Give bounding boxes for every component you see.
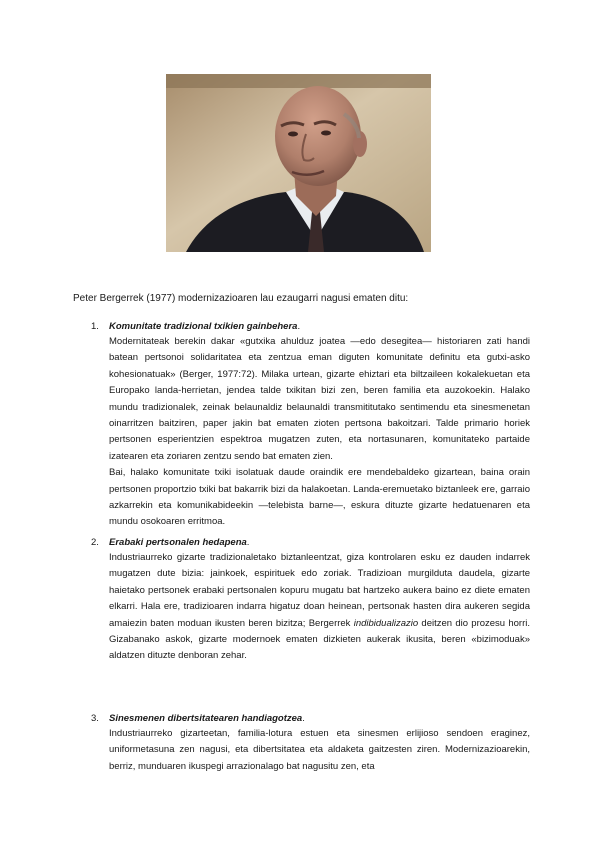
paragraph bbox=[109, 550, 530, 665]
emphasis-term: indibidualizazio bbox=[353, 617, 419, 629]
item-body bbox=[109, 726, 530, 775]
item-title: Erabaki pertsonalen hedapena bbox=[109, 537, 247, 548]
item-title-period: . bbox=[297, 321, 301, 332]
item-body bbox=[109, 334, 530, 531]
item-title: Komunitate tradizional txikien gainbehera bbox=[109, 321, 298, 332]
item-body bbox=[109, 550, 530, 665]
paragraph-text: deitzen dio prozesu horri. Gizabanako askok, gizarte modernoek ematen dizkieten aukerak ikusita, beren «bizimoduak» aldatzen dituzte denboran zehar. bbox=[109, 617, 531, 662]
item-title-period: . bbox=[246, 537, 250, 548]
item-heading bbox=[91, 536, 530, 550]
item-heading bbox=[91, 320, 530, 334]
item-number: 3. bbox=[91, 713, 99, 724]
portrait-illustration bbox=[166, 74, 431, 252]
paragraph: Industriaurreko gizarteetan, familia-lotura estuen eta sinesmen erlijioso sendoen eraginez, uniformetasuna zen nagusi, eta dibertsitatea eta aldaketa gaitzesten ziren. Modernizazioarekin, berriz, munduaren ikuspegi arrazionalago bat nagusitu zen, eta bbox=[109, 728, 530, 772]
item-title-period: . bbox=[302, 713, 305, 724]
list-item-3 bbox=[91, 712, 530, 775]
paragraph: Bai, halako komunitate txiki isolatuak daude oraindik ere mendebaldeko gizartean, baina orain pertsonen proportzio txiki bat bakarrik bizi da halakoetan. Landa-eremuetako biztanleek ere, garraio azkarrekin eta komunikabideekin —telebista barne—, eskura dituzte gizarte hedatuenaren eta mundu osokoaren erritmoa. bbox=[109, 467, 530, 528]
item-heading bbox=[91, 712, 530, 726]
paragraph-text: Industriaurreko gizarte tradizionaletako biztanleentzat, giza kontrolaren esku ez dauden indarrek mugatzen dute bizia: jainkoek, espirituek edo zoriak. Tradizioan murgilduta daudela, gizarte haietako pertsonek erabaki pertsonalen kopuru mugatu bat hartzeko aukera baino ez diete ematen elkarri. Hala ere, tradizioaren indarra higatuz doan heinean, pertsonak hasten dira aukeren segida amaiezin baten moduan ikusten beren bizitza; Bergerrek bbox=[109, 552, 530, 629]
intro-text: Peter Bergerrek (1977) modernizazioaren lau ezaugarri nagusi ematen ditu: bbox=[73, 293, 409, 304]
item-number: 2. bbox=[91, 537, 99, 548]
item-title: Sinesmenen dibertsitatearen handiagotzea bbox=[109, 713, 303, 724]
paragraph: Modernitateak berekin dakar «gutxika ahulduz joatea —edo desegitea— historiaren zati handi batean pertsonoi solidaritatea eta zentzua eman diguten komunitate definitu eta gutxi-asko kohesionatuak» (Berger, 1977:72). Milaka urtean, gizarte ehiztari eta biltzaileen kokalekuetan eta Europako landa-herrietan, jendea talde txikitan bizi zen, beren familia eta auzokoekin. Halako mundu tradizionalek, zeinak belaunaldiz belaunaldi transmititutako sentimendu eta sinesmenetan oinarritzen baitziren, paper jakin bat ematen zioten pertsona bakoitzari. Talde primario horiek pertsonen esperientzien espektroa mugatzen zuten, eta nortasunaren, komunitateko partaide izatearen eta zoriaren zentzu sendo bat ematen zien. bbox=[109, 336, 530, 462]
list-item-2 bbox=[91, 536, 530, 665]
item-number: 1. bbox=[91, 321, 99, 332]
list-item-1 bbox=[91, 320, 530, 531]
portrait-photo bbox=[166, 74, 431, 252]
